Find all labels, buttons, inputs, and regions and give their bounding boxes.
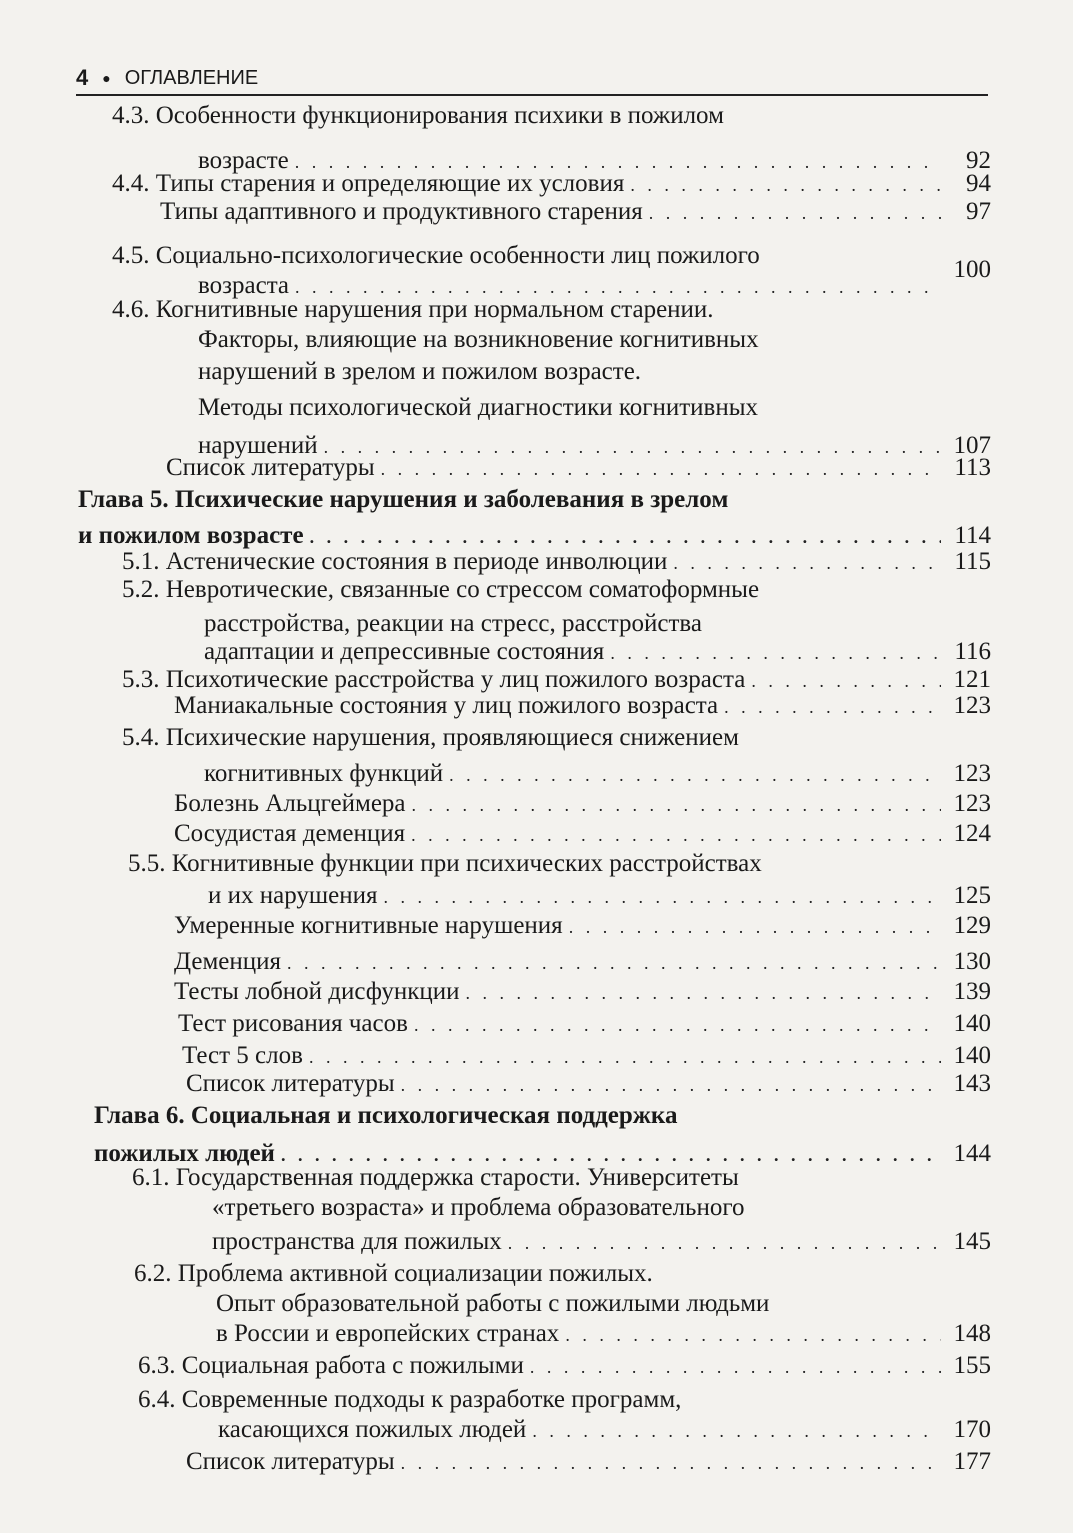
toc-line [122,722,991,754]
toc-entry-text: касающихся пожилых людей [218,1416,527,1443]
toc-chapter-line [94,1100,991,1132]
toc-entry-text: Список литературы [186,1070,395,1097]
leader-dots [287,947,941,979]
toc-page-number: 123 [953,790,991,817]
leader-dots [724,691,941,723]
toc-chapter-text: и пожилом возрасте [78,522,304,549]
page-number: 4 [76,65,89,90]
toc-page-number: 125 [953,882,991,909]
toc-entry-text: Деменция [174,948,282,975]
toc-page-number: 107 [953,432,991,459]
running-head [76,62,988,96]
toc-entry-text: пространства для пожилых [212,1228,502,1255]
toc-chapter-text: Глава 5. Психические нарушения и заболевания в зрелом [78,486,729,513]
toc-entry-text: 6.4. Современные подходы к разработке программ, [138,1386,682,1413]
toc-page-number: 148 [953,1320,991,1347]
toc-entry-text: Факторы, влияющие на возникновение когнитивных [198,326,759,353]
leader-dots [466,977,941,1009]
toc-page-number: 130 [953,948,991,975]
leader-dots [401,1069,941,1101]
toc-entry-text: Список литературы [166,454,375,481]
leader-dots [565,1319,941,1351]
toc-page-number: 139 [953,978,991,1005]
toc-line [208,880,991,912]
toc-line [166,452,991,484]
leader-dots [449,759,941,791]
toc-line [174,690,991,722]
toc-line [198,356,991,388]
toc-line [112,240,991,283]
leader-dots [532,1415,941,1447]
toc-line [174,976,991,1008]
toc-entry-text: и их нарушения [208,882,378,909]
toc-page-number: 97 [966,198,991,225]
toc-entry-text: Маниакальные состояния у лиц пожилого возраста [174,692,719,719]
toc-page-number: 94 [966,170,991,197]
toc-line [178,1008,991,1040]
toc-entry-text: Болезнь Альцгеймера [174,790,406,817]
toc-line [174,946,991,978]
toc-line [174,910,991,942]
toc-page-number: 116 [954,638,991,665]
leader-dots [381,453,941,485]
leader-dots [412,789,941,821]
leader-dots [508,1227,941,1259]
toc-chapter-text: пожилых людей [94,1140,275,1167]
toc-entry-text: возраста [198,272,290,299]
toc-page-number: 100 [953,256,991,283]
toc-entry-text: 5.5. Когнитивные функции при психических расстройствах [128,850,762,877]
running-head-title: ОГЛАВЛЕНИЕ [124,66,259,89]
toc-page-number: 155 [953,1352,991,1379]
toc-entry-text: 5.4. Психические нарушения, проявляющиеся снижением [122,724,739,751]
toc-line [216,1288,991,1320]
toc-page-number: 129 [953,912,991,939]
toc-entry-text: 4.6. Когнитивные нарушения при нормальном старении. [112,296,714,323]
toc-entry-text: 4.5. Социально-психологические особенности лиц пожилого [112,242,760,269]
toc-line [186,1068,991,1100]
toc-page-number: 124 [953,820,991,847]
toc-line [138,1384,991,1416]
toc-page-number: 140 [953,1042,991,1069]
toc-entry-text: когнитивных функций [204,760,444,787]
toc-line [174,818,991,850]
toc-entry-text: 5.2. Невротические, связанные со стрессом соматоформные [122,576,760,603]
leader-dots [530,1351,941,1383]
toc-line [112,100,991,132]
toc-page-number: 144 [953,1140,991,1167]
toc-entry-text: 6.1. Государственная поддержка старости. Университеты [132,1164,739,1191]
toc-entry-text: 6.2. Проблема активной социализации пожилых. [134,1260,653,1287]
toc-line [198,324,991,356]
toc-entry-text: Умеренные когнитивные нарушения [174,912,563,939]
toc-line [198,392,991,424]
toc-entry-text: Методы психологической диагностики когнитивных [198,394,759,421]
toc-page-number: 177 [953,1448,991,1475]
toc-line [134,1258,991,1290]
leader-dots [384,881,941,913]
toc-page-number: 114 [954,522,991,549]
toc-line [186,1446,991,1478]
toc-entry-text: Тесты лобной дисфункции [174,978,460,1005]
toc-entry-text: в России и европейских странах [216,1320,560,1347]
toc-entry-text: нарушений [198,432,318,459]
toc-entry-text: Тест 5 слов [182,1042,303,1069]
toc-entry-text: Опыт образовательной работы с пожилыми людьми [216,1290,770,1317]
toc-page-number: 92 [966,147,991,174]
toc-line [174,788,991,820]
toc-entry-text: возрасте [198,147,289,174]
toc-entry-text: Сосудистая деменция [174,820,406,847]
toc-line [138,1350,991,1382]
toc-entry-text: «третьего возраста» и проблема образовательного [212,1194,745,1221]
toc-entry-text: нарушений в зрелом и пожилом возрасте. [198,358,642,385]
toc-entry-text: 4.3. Особенности функционирования психики в пожилом [112,102,724,129]
toc-entry-text: Список литературы [186,1448,395,1475]
toc-line [212,1226,991,1258]
leader-dots [569,911,941,943]
toc-entry-text: Типы адаптивного и продуктивного старения [160,198,643,225]
leader-dots [414,1009,941,1041]
toc-page-number: 123 [953,760,991,787]
leader-dots [401,1447,941,1479]
toc-page-number: 123 [953,692,991,719]
toc-entry-text: 4.4. Типы старения и определяющие их условия [112,170,625,197]
toc-entry-text: 5.3. Психотические расстройства у лиц пожилого возраста [122,666,746,693]
toc-entry-text: Тест рисования часов [178,1010,408,1037]
toc-line [112,294,991,326]
bullet-icon: ● [102,70,111,86]
toc-chapter-line [78,484,991,516]
toc-line [122,574,991,606]
toc-page-number: 113 [954,454,991,481]
toc-page-number: 143 [953,1070,991,1097]
toc-line [212,1192,991,1224]
leader-dots [649,197,941,229]
toc-line [128,848,991,880]
toc-chapter-text: Глава 6. Социальная и психологическая поддержка [94,1102,678,1129]
toc-line [204,758,991,790]
toc-line [216,1318,991,1350]
toc-page-number: 145 [953,1228,991,1255]
toc-entry-text: расстройства, реакции на стресс, расстройства [204,610,702,637]
toc-line [218,1414,991,1446]
toc-line [160,196,991,228]
leader-dots [411,819,941,851]
toc-page-number: 121 [953,666,991,693]
toc-entry-text: 6.3. Социальная работа с пожилыми [138,1352,524,1379]
toc-page-number: 115 [954,548,991,575]
toc-page-number: 140 [953,1010,991,1037]
toc-page-number: 170 [953,1416,991,1443]
toc-entry-text: 5.1. Астенические состояния в периоде инволюции [122,548,668,575]
toc-entry-text: адаптации и депрессивные состояния [204,638,605,665]
toc-line [132,1162,991,1194]
